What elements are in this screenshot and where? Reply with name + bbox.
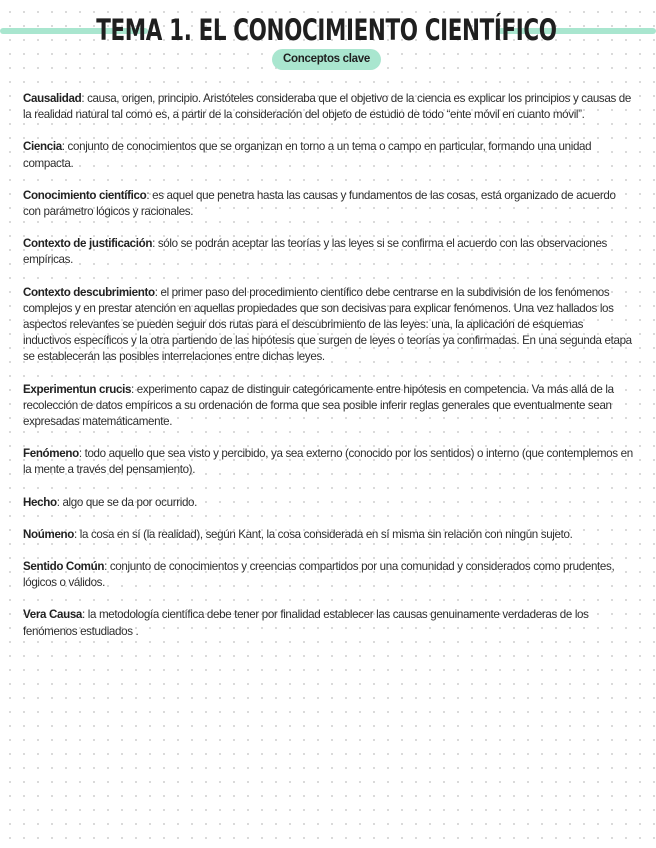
definition-sentido-comun: Sentido Común: conjunto de conocimientos y creencias compartidos por una comunidad y considerados como prudentes, lógicos o válidos. (23, 560, 615, 590)
definition-term: Contexto descubrimiento (23, 285, 155, 299)
definition-term: Noúmeno (23, 527, 75, 541)
definition-vera-causa: Vera Causa: la metodología científica debe tener por finalidad establecer las causas genuinamente verdaderas de los fenómenos estudiados . (23, 608, 589, 638)
definition-term: Fenómeno (23, 447, 79, 461)
subtitle-badge: Conceptos clave (272, 49, 381, 70)
definition-text: sólo se podrán aceptar las teorías y las leyes si se confirma el acuerdo con las observaciones empíricas. (23, 237, 607, 267)
definition-noumeno: Noúmeno: la cosa en sí (la realidad), según Kant, la cosa considerada en sí misma sin relación con ningún sujeto. (23, 527, 573, 541)
definition-experimentun-crucis: Experimentun crucis: experimento capaz de distinguir categóricamente entre hipótesis en competencia. Va más allá de la recolección de datos empíricos a su ordenación de forma que sea posible inferir reglas generales que eventualmente sean expresadas matemáticamente. (23, 382, 614, 429)
definition-causalidad: Causalidad: causa, origen, principio. Aristóteles consideraba que el objetivo de la ciencia es explicar los principios y causas de la realidad natural tal como es, a partir de la consideración del objeto de estudio de todo “ente móvil en cuanto móvil”. (23, 92, 631, 122)
definition-term: Conocimiento científico (23, 188, 147, 202)
definition-term: Ciencia (23, 140, 62, 154)
definition-term: Contexto de justificación (23, 237, 153, 251)
definitions-list (23, 91, 633, 656)
page-header (0, 10, 656, 50)
definition-term: Experimentun crucis (23, 382, 132, 396)
definition-text: algo que se da por ocurrido. (62, 495, 198, 509)
page-title: TEMA 1. EL CONOCIMIENTO CIENTÍFICO (96, 13, 557, 47)
definition-text: es aquel que penetra hasta las causas y fundamentos de las cosas, está organizado de acuerdo con parámetro lógicos y racionales. (23, 188, 616, 219)
definition-ciencia: Ciencia: conjunto de conocimientos que se organizan en torno a un tema o campo en particular, formando una unidad compacta. (23, 140, 592, 170)
definition-text: experimento capaz de distinguir categóricamente entre hipótesis en competencia. Va más allá de la recolección de datos empíricos a su ordenación de forma que sea posible inferir reglas generales que eventualmente sean expresadas matemáticamente. (23, 382, 614, 429)
definition-conocimiento-cientifico: Conocimiento científico: es aquel que penetra hasta las causas y fundamentos de las cosas, está organizado de acuerdo con parámetro lógicos y racionales. (23, 188, 616, 219)
definition-term: Sentido Común (23, 560, 105, 574)
definition-text: el primer paso del procedimiento científico debe centrarse en la subdivisión de los fenómenos complejos y en prestar atención en aquellas propiedades que son decisivas para explicar fenómenos. Una vez hallados los aspectos relevantes se pueden seguir dos rutas para el descubrimiento de las leyes: una, la aplicación de esquemas inductivos específicos y la otra partiendo de las hipótesis que surgen de leyes o teorías ya confirmadas. En una segunda etapa se establecerán las posibles interrelaciones entre dichas leyes. (23, 285, 632, 364)
definition-contexto-justificacion: Contexto de justificación: sólo se podrán aceptar las teorías y las leyes si se confirma el acuerdo con las observaciones empíricas. (23, 237, 607, 267)
definition-term: Causalidad (23, 92, 82, 105)
definition-term: Vera Causa (23, 608, 83, 622)
definition-text: todo aquello que sea visto y percibido, ya sea externo (conocido por los sentidos) o interno (que contemplemos en la mente a través del pensamiento). (23, 447, 633, 477)
definition-term: Hecho (23, 495, 57, 509)
definition-fenomeno: Fenómeno: todo aquello que sea visto y percibido, ya sea externo (conocido por los sentidos) o interno (que contemplemos en la mente a través del pensamiento). (23, 447, 633, 477)
definition-hecho: Hecho: algo que se da por ocurrido. (23, 495, 198, 509)
definition-text: causa, origen, principio. Aristóteles consideraba que el objetivo de la ciencia es explicar los principios y causas de la realidad natural tal como es, a partir de la consideración del objeto de estudio de todo “ente móvil en cuanto móvil”. (23, 92, 631, 122)
definition-text: la metodología científica debe tener por finalidad establecer las causas genuinamente verdaderas de los fenómenos estudiados . (23, 608, 589, 638)
definition-text: conjunto de conocimientos que se organizan en torno a un tema o campo en particular, formando una unidad compacta. (23, 140, 592, 170)
definition-text: conjunto de conocimientos y creencias compartidos por una comunidad y considerados como prudentes, lógicos o válidos. (23, 560, 615, 590)
definition-contexto-descubrimiento: Contexto descubrimiento: el primer paso del procedimiento científico debe centrarse en la subdivisión de los fenómenos complejos y en prestar atención en aquellas propiedades que son decisivas para explicar fenómenos. Una vez hallados los aspectos relevantes se pueden seguir dos rutas para el descubrimiento de las leyes: una, la aplicación de esquemas inductivos específicos y la otra partiendo de las hipótesis que surgen de leyes o teorías ya confirmadas. En una segunda etapa se establecerán las posibles interrelaciones entre dichas leyes. (23, 285, 632, 364)
definition-text: la cosa en sí (la realidad), según Kant, la cosa considerada en sí misma sin relación con ningún sujeto. (79, 527, 573, 541)
